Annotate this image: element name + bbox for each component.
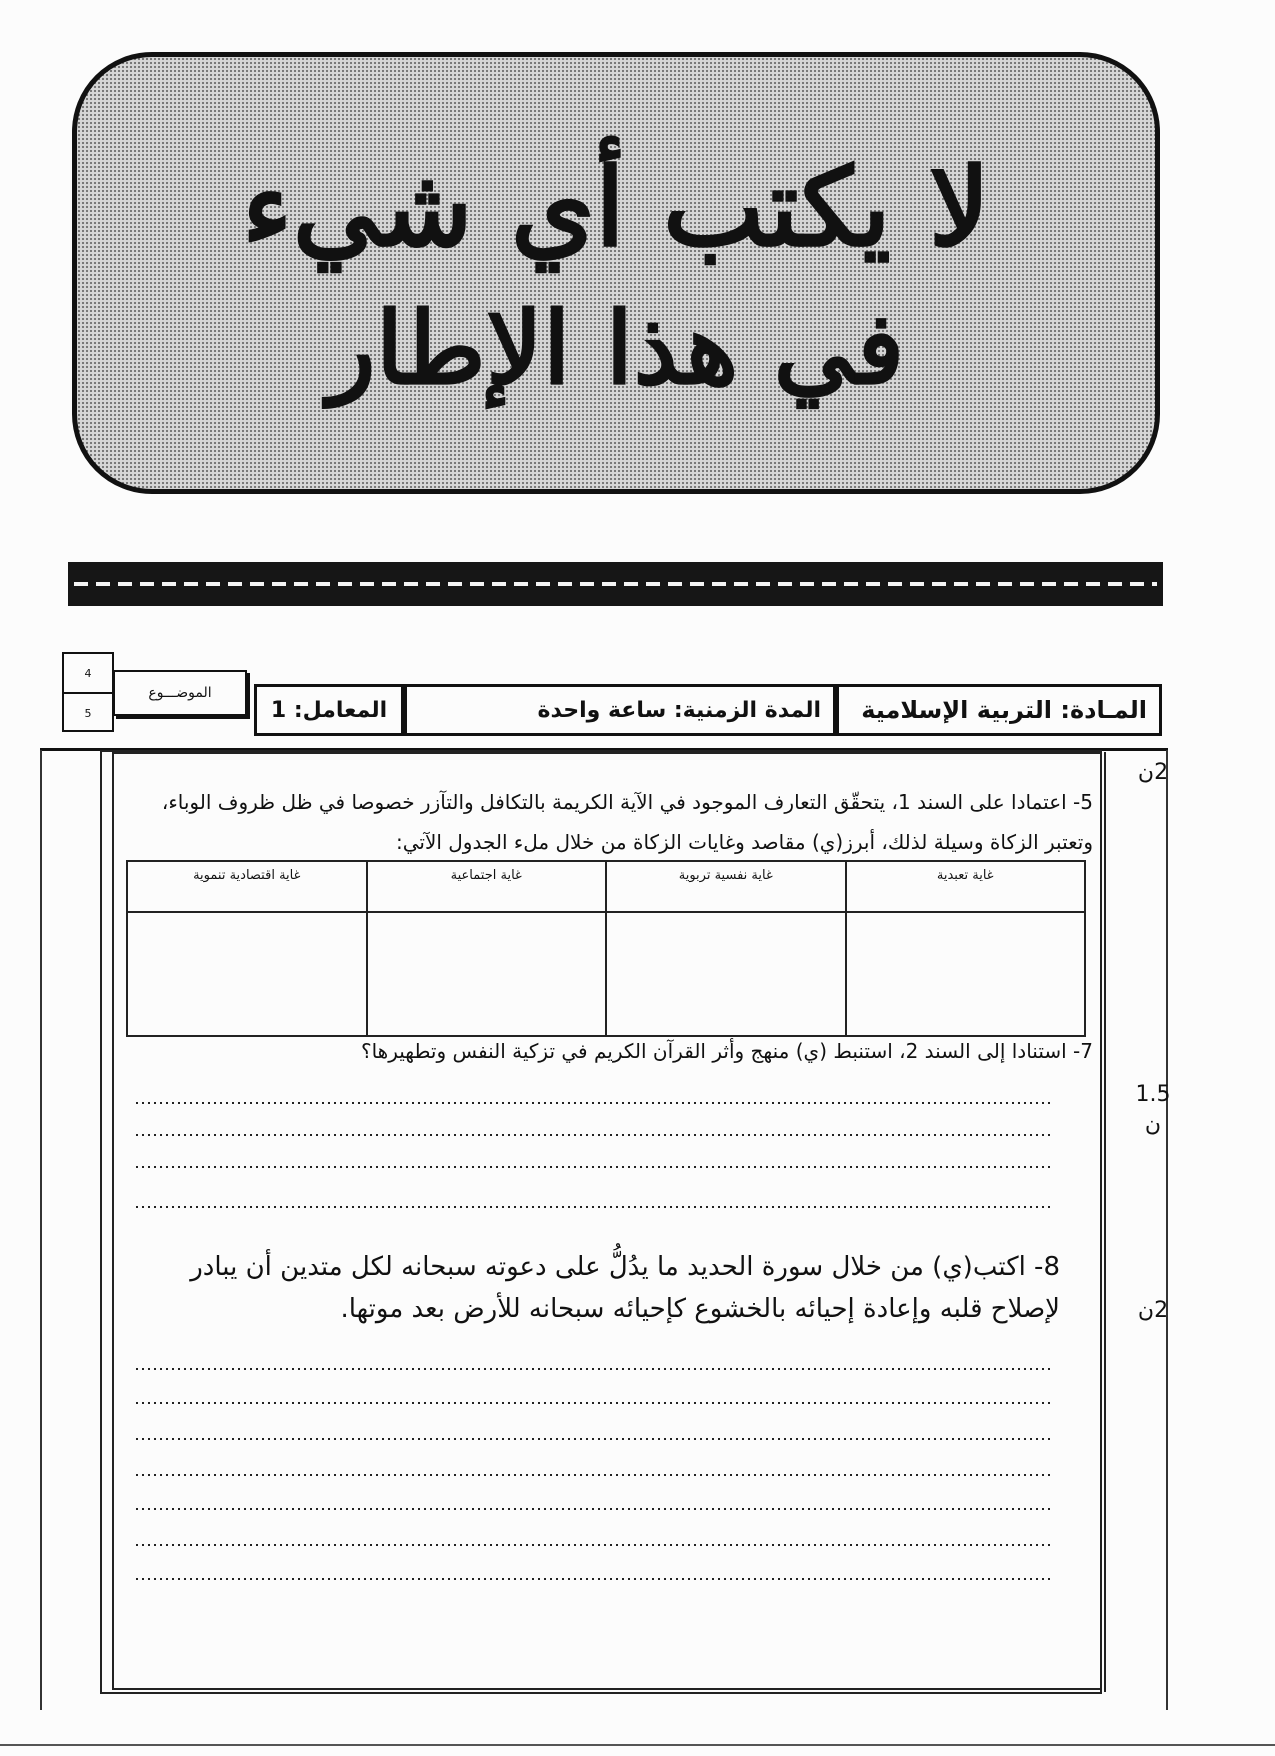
page-bottom-rule bbox=[0, 1744, 1275, 1746]
cut-line-divider bbox=[68, 562, 1163, 606]
topic-label: الموضـــوع bbox=[113, 670, 247, 716]
table-header-psychological: غاية نفسية تربوية bbox=[606, 861, 846, 912]
frame-warning-line-1: لا يكتب أي شيء bbox=[241, 145, 991, 271]
zakat-goals-table bbox=[126, 860, 1086, 1037]
score-q7: 1.5 ن bbox=[1135, 1082, 1171, 1137]
answer-cell-social[interactable] bbox=[367, 912, 607, 1036]
score-column-rule bbox=[1104, 752, 1106, 1692]
answer-line[interactable] bbox=[136, 1544, 1050, 1546]
page-current: 4 bbox=[64, 654, 112, 694]
duration-box: المدة الزمنية: ساعة واحدة bbox=[404, 684, 836, 736]
answer-line[interactable] bbox=[136, 1402, 1050, 1404]
coefficient-box: المعامل: 1 bbox=[254, 684, 404, 736]
table-header-social: غاية اجتماعية bbox=[367, 861, 607, 912]
right-margin-rule bbox=[1166, 750, 1168, 1710]
score-q5: 2ن bbox=[1137, 760, 1169, 785]
answer-line[interactable] bbox=[136, 1474, 1050, 1476]
answer-line[interactable] bbox=[136, 1438, 1050, 1440]
subject-box: المـادة: التربية الإسلامية bbox=[836, 684, 1162, 736]
frame-warning-line-2: في هذا الإطار bbox=[327, 289, 905, 407]
answer-cell-worship[interactable] bbox=[846, 912, 1086, 1036]
answer-line[interactable] bbox=[136, 1166, 1050, 1168]
answer-line[interactable] bbox=[136, 1134, 1050, 1136]
question-8-text: 8- اكتب(ي) من خلال سورة الحديد ما يدُلُّ على دعوته سبحانه لكل متدين أن يبادر لإصلاح قلبه وإعادة إحيائه بالخشوع كإحيائه سبحانه للأرض بعد موتها. bbox=[190, 1252, 1060, 1324]
answer-line[interactable] bbox=[136, 1368, 1050, 1370]
question-5-text: 5- اعتمادا على السند 1، يتحقّق التعارف الموجود في الآية الكريمة بالتكافل والتآزر خصوصا في ظل ظروف الوباء، وتعتبر الزكاة وسيلة لذلك، أبرز(ي) مقاصد وغايات الزكاة من خلال ملء الجدول الآتي: bbox=[161, 790, 1093, 854]
table-header-worship: غاية تعبدية bbox=[846, 861, 1086, 912]
answer-line[interactable] bbox=[136, 1206, 1050, 1208]
answer-line[interactable] bbox=[136, 1578, 1050, 1580]
answer-cell-psychological[interactable] bbox=[606, 912, 846, 1036]
score-q8: 2ن bbox=[1137, 1298, 1169, 1323]
table-header-economic: غاية اقتصادية تنموية bbox=[127, 861, 367, 912]
do-not-write-frame bbox=[72, 52, 1160, 494]
left-margin-rule bbox=[40, 750, 42, 1710]
page-number-box bbox=[62, 652, 114, 732]
answer-cell-economic[interactable] bbox=[127, 912, 367, 1036]
answer-line[interactable] bbox=[136, 1508, 1050, 1510]
question-7-text: 7- استنادا إلى السند 2، استنبط (ي) منهج وأثر القرآن الكريم في تزكية النفس وتطهيرها؟ bbox=[360, 1039, 1093, 1063]
page-total: 5 bbox=[84, 706, 92, 720]
answer-line[interactable] bbox=[136, 1102, 1050, 1104]
